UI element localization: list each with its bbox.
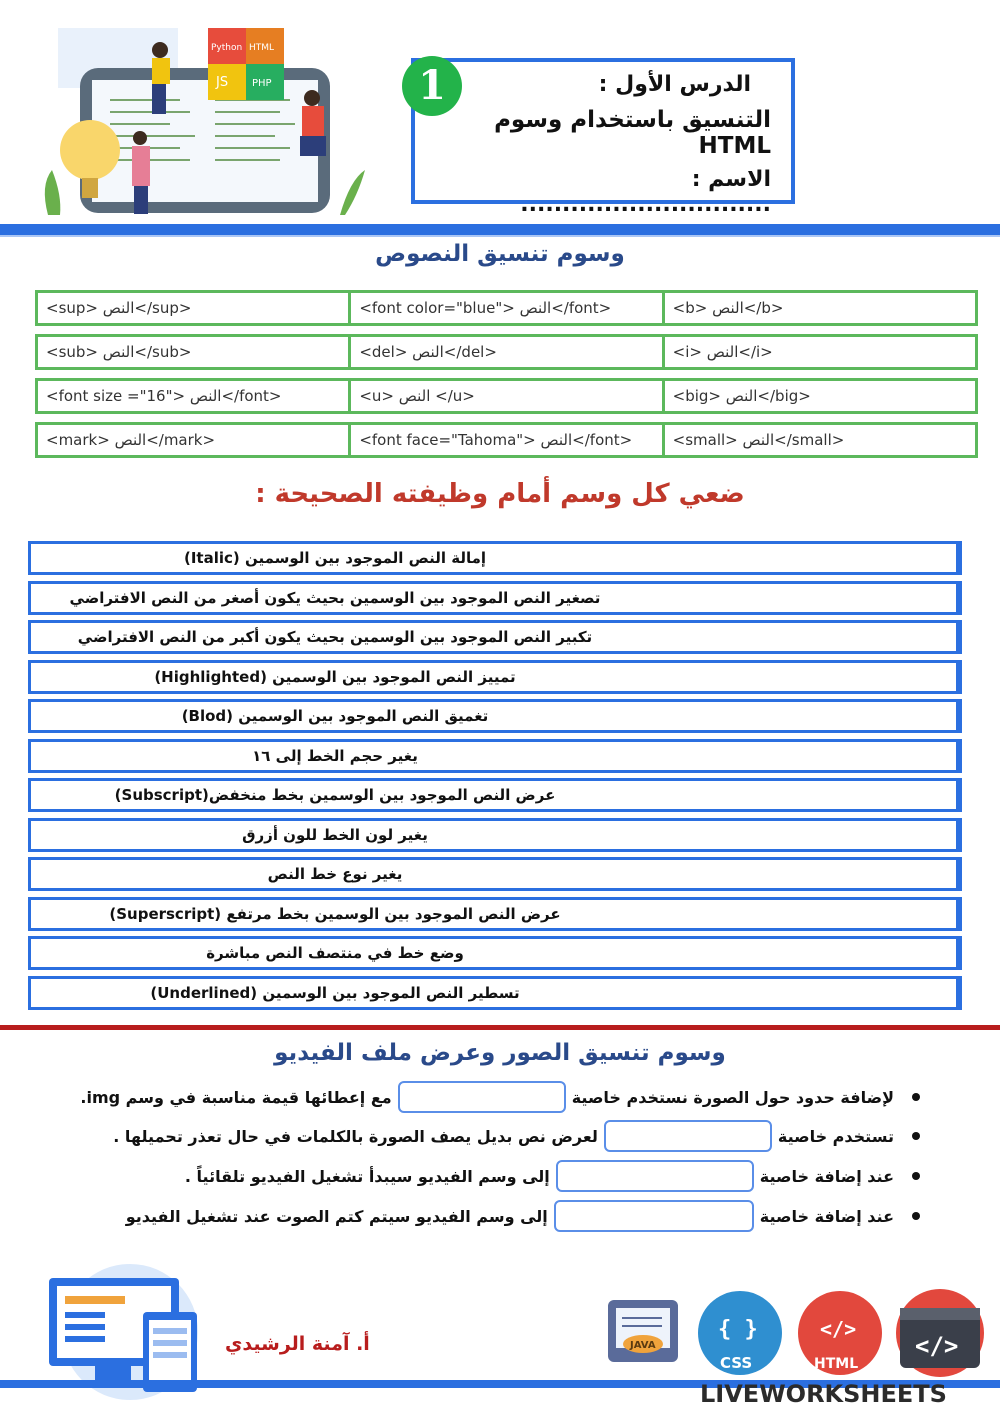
function-text: وضع خط في منتصف النص مباشرة xyxy=(206,944,464,962)
bullet-icon xyxy=(912,1132,920,1140)
answer-dropzone[interactable] xyxy=(639,742,959,770)
bullet-icon xyxy=(912,1093,920,1101)
list-item xyxy=(80,1080,920,1114)
function-text: يغير حجم الخط إلى ١٦ xyxy=(252,746,418,765)
tag-cell: <font size ="16"> النص</font> xyxy=(46,387,282,405)
watermark: LIVEWORKSHEETS xyxy=(700,1380,947,1408)
answer-input[interactable] xyxy=(554,1200,754,1232)
table-row xyxy=(35,378,978,414)
java-icon xyxy=(608,1300,678,1362)
tag-cell: <font face="Tahoma"> النص</font> xyxy=(348,425,661,455)
table-row xyxy=(35,290,978,326)
answer-dropzone[interactable] xyxy=(639,584,959,612)
function-text: تصغير النص الموجود بين الوسمين بحيث يكون أصغر من النص الافتراضي xyxy=(69,588,601,607)
matching-row xyxy=(28,581,962,615)
tag-cell: <i> النص</i> xyxy=(662,337,975,367)
answer-dropzone[interactable] xyxy=(639,623,959,651)
table-row xyxy=(35,422,978,458)
lesson-title: التنسيق باستخدام وسوم HTML xyxy=(494,107,771,159)
bullet-text-before: عند إضافة خاصية xyxy=(759,1166,894,1186)
name-dots: .............................. xyxy=(520,192,771,217)
bullet-icon xyxy=(912,1212,920,1220)
tag-cell: <small> النص</small> xyxy=(662,425,975,455)
function-text: تغميق النص الموجود بين الوسمين (Blod) xyxy=(181,707,489,725)
text-tags-table xyxy=(35,290,978,466)
name-label: الاسم : xyxy=(691,167,771,192)
matching-row xyxy=(28,897,962,931)
answer-dropzone[interactable] xyxy=(639,900,959,928)
css-icon xyxy=(698,1291,782,1375)
answer-dropzone[interactable] xyxy=(639,860,959,888)
answer-dropzone[interactable] xyxy=(639,544,959,572)
answer-dropzone[interactable] xyxy=(639,702,959,730)
teacher-name: أ. آمنة الرشيدي xyxy=(225,1333,370,1355)
answer-dropzone[interactable] xyxy=(639,821,959,849)
list-item xyxy=(90,1159,920,1193)
tag-python: Python xyxy=(211,43,243,53)
images-video-title: وسوم تنسيق الصور وعرض ملف الفيديو xyxy=(274,1040,726,1066)
matching-title: ضعي كل وسم أمام وظيفته الصحيحة : xyxy=(255,479,745,509)
tag-cell: <big> النص</big> xyxy=(662,381,975,411)
tag-cell: <font color="blue"> النص</font> xyxy=(348,293,661,323)
matching-row xyxy=(28,818,962,852)
tag-cell: <sub> النص</sub> xyxy=(46,343,192,361)
function-text: عرض النص الموجود بين الوسمين بخط منخفض(Subscript) xyxy=(114,786,556,804)
matching-row xyxy=(28,739,962,773)
bullet-text-after: إلى وسم الفيديو سيتم كتم الصوت عند تشغيل الفيديو xyxy=(125,1206,548,1226)
function-text: يغير نوع خط النص xyxy=(267,865,403,883)
bullet-icon xyxy=(912,1172,920,1180)
section-divider xyxy=(0,1025,1000,1030)
tag-js: JS xyxy=(216,75,229,90)
answer-dropzone[interactable] xyxy=(639,979,959,1007)
matching-row xyxy=(28,699,962,733)
svg-text:{ }: { } xyxy=(718,1317,758,1342)
tag-cell: <u> النص </u> xyxy=(348,381,661,411)
code-label: </> xyxy=(915,1332,959,1360)
matching-row xyxy=(28,778,962,812)
svg-text:</>: </> xyxy=(820,1317,857,1341)
answer-input[interactable] xyxy=(398,1081,566,1113)
answer-dropzone[interactable] xyxy=(639,663,959,691)
matching-row xyxy=(28,976,962,1010)
function-text: تسطير النص الموجود بين الوسمين (Underlined) xyxy=(150,983,520,1002)
bullet-text-before: تستخدم خاصية xyxy=(777,1126,894,1146)
bullet-text-after: مع إعطائها قيمة مناسبة في وسم img. xyxy=(80,1087,392,1107)
tag-cell: <sup> النص</sup> xyxy=(46,299,192,317)
matching-row xyxy=(28,660,962,694)
lesson-number-badge: 1 xyxy=(402,56,462,116)
header-divider-shadow xyxy=(0,235,1000,237)
matching-table xyxy=(28,541,962,1015)
css-label: CSS xyxy=(720,1354,753,1372)
matching-row xyxy=(28,936,962,970)
header-illustration xyxy=(40,20,370,225)
matching-row xyxy=(28,541,962,575)
tag-cell: <del> النص</del> xyxy=(348,337,661,367)
function-text: يغير لون الخط للون أزرق xyxy=(242,825,428,844)
lesson-label: الدرس الأول : xyxy=(598,72,751,97)
java-label: JAVA xyxy=(630,1340,656,1351)
function-text: تكبير النص الموجود بين الوسمين بحيث يكون أكبر من النص الافتراضي xyxy=(77,628,593,646)
tag-cell: <b> النص</b> xyxy=(662,293,975,323)
function-text: عرض النص الموجود بين الوسمين بخط مرتفع (Superscript) xyxy=(109,904,561,923)
answer-dropzone[interactable] xyxy=(639,781,959,809)
answer-input[interactable] xyxy=(604,1120,772,1152)
html-icon xyxy=(798,1291,882,1375)
tag-html: HTML xyxy=(249,43,275,53)
answer-input[interactable] xyxy=(556,1160,754,1192)
language-icons xyxy=(600,1288,995,1383)
tag-cell: <mark> النص</mark> xyxy=(46,431,216,449)
function-text: تمييز النص الموجود بين الوسمين (Highlighted) xyxy=(154,667,516,686)
bullet-text-after: لعرض نص بديل يصف الصورة بالكلمات في حال تعذر تحميلها . xyxy=(113,1126,598,1146)
tag-php: PHP xyxy=(252,78,272,89)
matching-row xyxy=(28,857,962,891)
text-tags-title: وسوم تنسيق النصوص xyxy=(375,241,625,267)
function-text: إمالة النص الموجود بين الوسمين (Italic) xyxy=(183,549,487,567)
answer-dropzone[interactable] xyxy=(639,939,959,967)
bullet-text-after: إلى وسم الفيديو سيبدأ تشغيل الفيديو تلقائياً . xyxy=(184,1166,550,1186)
list-item xyxy=(90,1199,920,1233)
bullet-text-before: عند إضافة خاصية xyxy=(759,1206,894,1226)
bullet-text-before: لإضافة حدود حول الصورة نستخدم خاصية xyxy=(571,1087,894,1107)
html-label: HTML xyxy=(814,1356,859,1372)
table-row xyxy=(35,334,978,370)
lesson-title-box xyxy=(411,58,795,217)
matching-row xyxy=(28,620,962,654)
list-item xyxy=(90,1119,920,1153)
code-icon xyxy=(896,1289,984,1377)
name-field[interactable] xyxy=(435,167,771,217)
header-divider xyxy=(0,224,1000,235)
